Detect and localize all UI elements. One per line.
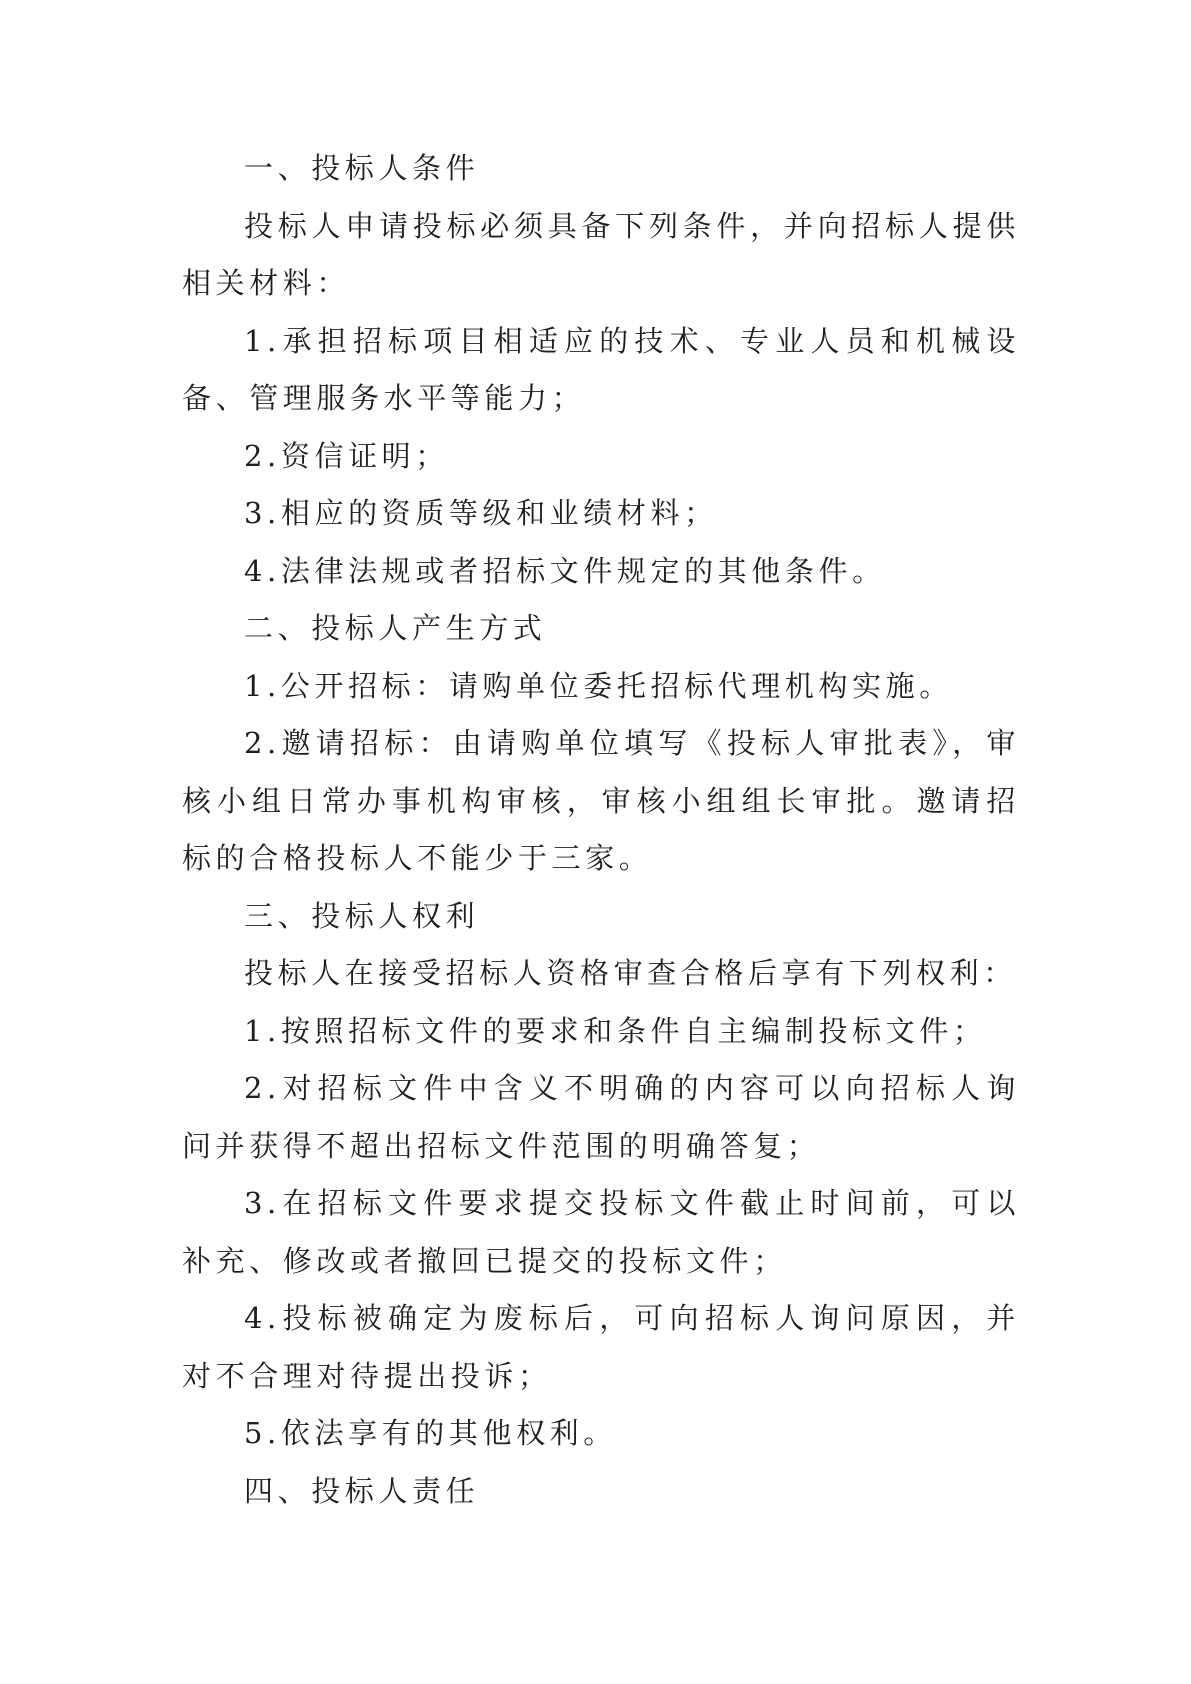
list-item: 3.相应的资质等级和业绩材料； xyxy=(244,496,718,530)
paragraph: 投标人在接受招标人资格审查合格后享有下列权利： xyxy=(244,956,1017,990)
section-heading-bidder-responsibilities: 四、投标人责任 xyxy=(244,1473,480,1508)
list-item: 1.公开招标：请购单位委托招标代理机构实施。 xyxy=(244,668,953,703)
list-item: 4.法律法规或者招标文件规定的其他条件。 xyxy=(244,553,886,588)
list-item: 2.邀请招标：由请购单位填写《投标人审批表》，审核小组日常办事机构审核，审核小组组长审批。邀请招标的合格投标人不能少于三家。 xyxy=(182,726,1020,875)
list-item: 2.资信证明； xyxy=(244,438,449,473)
list-item: 1.承担招标项目相适应的技术、专业人员和机械设备、管理服务水平等能力； xyxy=(182,323,1020,415)
list-item: 1.按照招标文件的要求和条件自主编制投标文件； xyxy=(244,1013,987,1048)
list-item: 4.投标被确定为废标后，可向招标人询问原因，并对不合理对待提出投诉； xyxy=(182,1301,1020,1393)
section-heading-bidder-conditions: 一、投标人条件 xyxy=(244,151,480,185)
list-item: 2.对招标文件中含义不明确的内容可以向招标人询问并获得不超出招标文件范围的明确答复； xyxy=(182,1071,1020,1163)
document-body xyxy=(182,140,1020,1520)
list-item: 3.在招标文件要求提交投标文件截止时间前，可以补充、修改或者撤回已提交的投标文件； xyxy=(182,1186,1020,1278)
paragraph: 投标人申请投标必须具备下列条件，并向招标人提供相关材料： xyxy=(182,208,1020,300)
list-item: 5.依法享有的其他权利。 xyxy=(244,1416,617,1450)
section-heading-bidder-rights: 三、投标人权利 xyxy=(244,898,480,933)
section-heading-bidder-selection: 二、投标人产生方式 xyxy=(244,611,547,645)
